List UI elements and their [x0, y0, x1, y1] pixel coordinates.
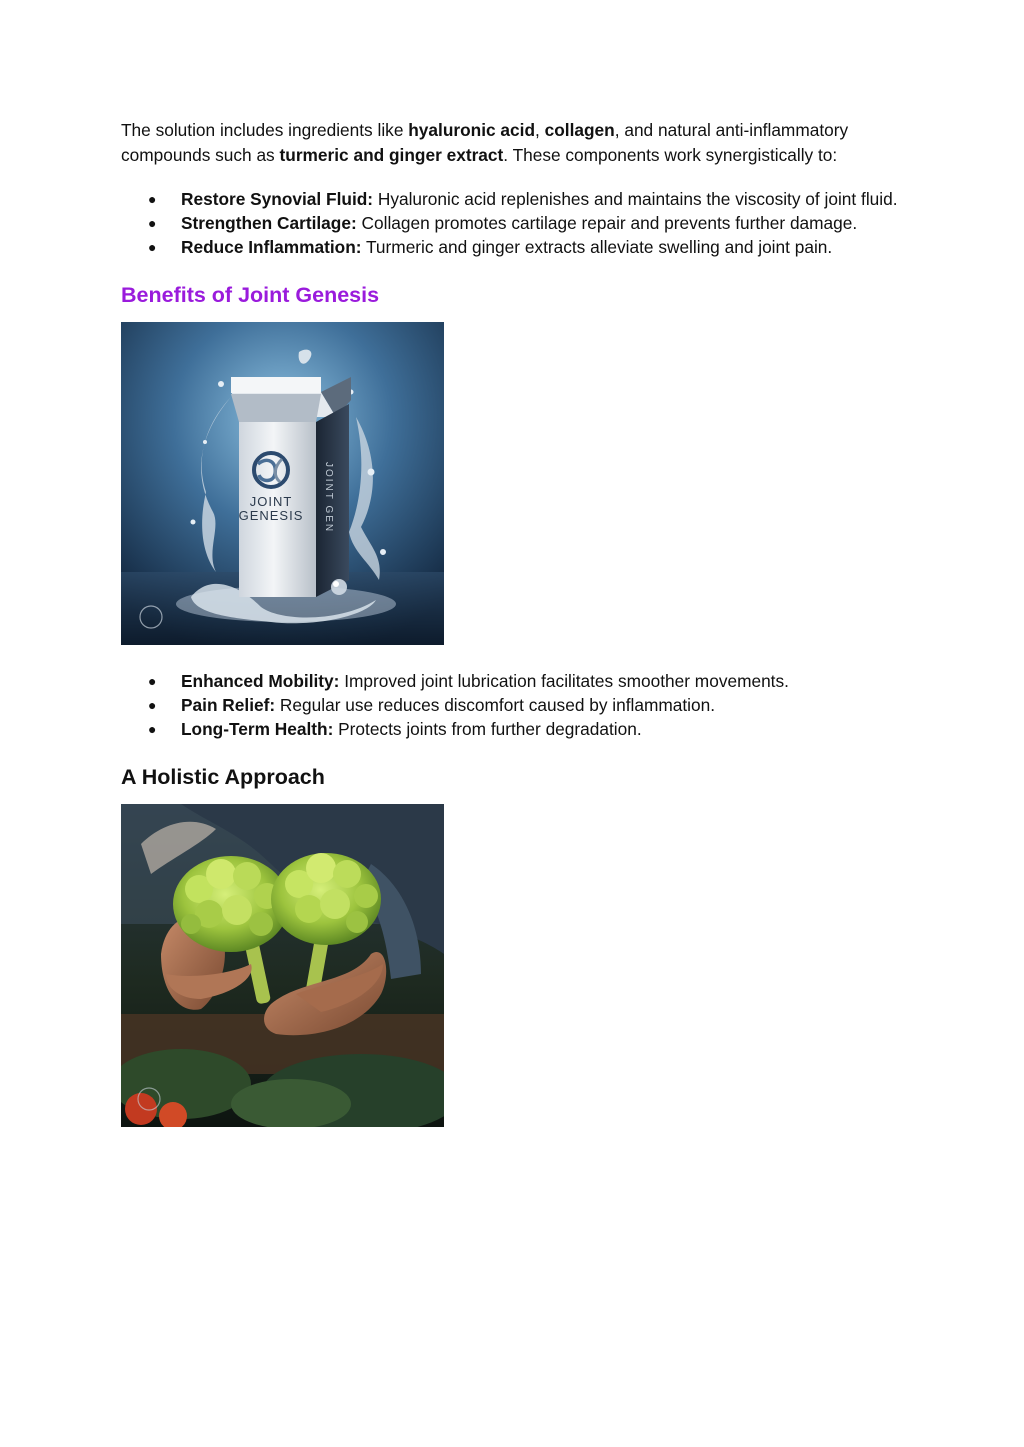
- list-item-text: Improved joint lubrication facilitates smoother movements.: [339, 671, 789, 691]
- list-item: [121, 717, 911, 741]
- list-item: [121, 211, 911, 235]
- list-item: [121, 187, 911, 211]
- bullet-icon: ●: [148, 721, 157, 737]
- list-item-text: Protects joints from further degradation.: [333, 719, 642, 739]
- bullet-icon: ●: [148, 215, 157, 231]
- list-item-label: Restore Synovial Fluid:: [181, 189, 374, 209]
- benefits-list: [121, 669, 911, 741]
- product-brand-line2: GENESIS: [238, 508, 304, 523]
- list-item-text: Hyaluronic acid replenishes and maintains the viscosity of joint fluid.: [373, 189, 898, 209]
- bullet-icon: ●: [148, 697, 157, 713]
- list-item: [121, 235, 911, 259]
- intro-text-3: , and natural anti-inflammatory compounds such as: [121, 120, 849, 165]
- list-item-label: Strengthen Cartilage:: [181, 213, 357, 233]
- list-item-text: Turmeric and ginger extracts alleviate swelling and joint pain.: [361, 237, 833, 257]
- list-item-label: Long-Term Health:: [181, 719, 334, 739]
- bullet-icon: ●: [148, 191, 157, 207]
- bullet-icon: ●: [148, 239, 157, 255]
- product-image: [121, 322, 444, 645]
- benefits-heading: Benefits of Joint Genesis: [121, 283, 380, 307]
- intro-bold-extract: turmeric and ginger extract: [279, 145, 504, 165]
- list-item-label: Enhanced Mobility:: [181, 671, 340, 691]
- list-item: [121, 693, 911, 717]
- list-item-text: Collagen promotes cartilage repair and prevents further damage.: [356, 213, 858, 233]
- product-brand-line1: JOINT: [249, 494, 293, 509]
- list-item-label: Pain Relief:: [181, 695, 276, 715]
- intro-text-1: The solution includes ingredients like: [121, 120, 409, 140]
- romanesco-right-icon: [271, 853, 381, 945]
- intro-text-4: . These components work synergistically to:: [503, 145, 838, 165]
- list-item-label: Reduce Inflammation:: [181, 237, 362, 257]
- intro-bold-collagen: collagen: [544, 120, 615, 140]
- intro-bold-hyaluronic: hyaluronic acid: [408, 120, 536, 140]
- list-item: [121, 669, 911, 693]
- intro-paragraph: [121, 118, 911, 168]
- bullet-icon: ●: [148, 673, 157, 689]
- document-page: [121, 118, 911, 1127]
- intro-text-2: ,: [535, 120, 545, 140]
- vegetables-image: [121, 804, 444, 1127]
- holistic-heading: A Holistic Approach: [121, 765, 325, 789]
- list-item-text: Regular use reduces discomfort caused by inflammation.: [275, 695, 716, 715]
- product-side-text: JOINT GEN: [323, 462, 334, 534]
- mechanism-list: [121, 187, 911, 259]
